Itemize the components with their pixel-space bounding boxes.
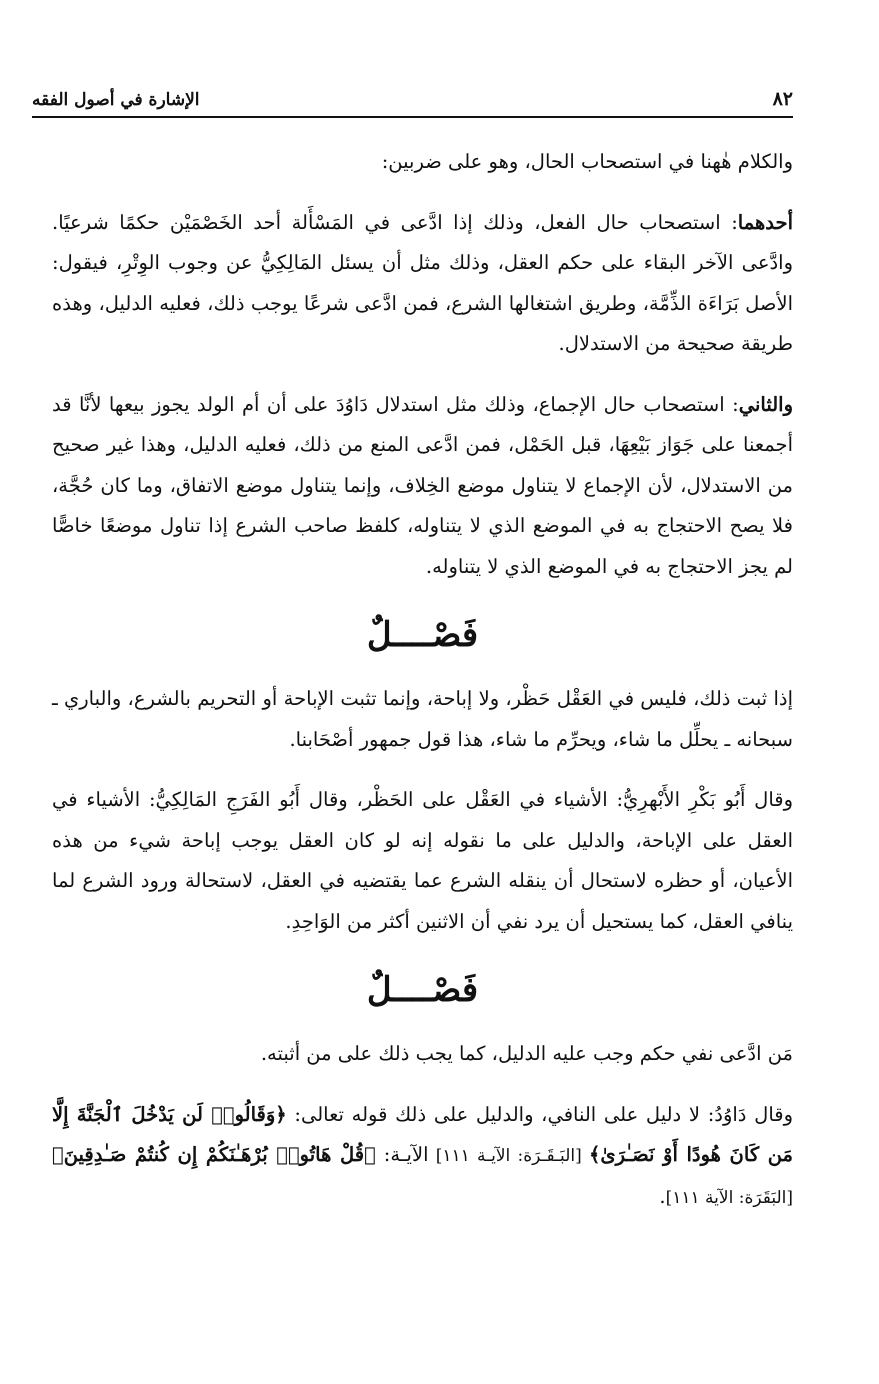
paragraph-claimant-of-negation: مَن ادَّعى نفي حكم وجب عليه الدليل، كما يجب ذلك على من أثبته. — [260, 1042, 793, 1065]
intro-paragraph: والكلام هٰهنا في استصحاب الحال، وهو على ضربين: — [381, 150, 793, 173]
paragraph-text: : استصحاب حال الإجماع، وذلك مثل استدلال دَاوُدَ على أن أم الولد يجوز بيعها لأنَّا قد أجمعنا على جَوَاز بَيْعِهَا، قبل الحَمْل، فمن ادَّعى المنع من ذلك، فعليه الدليل، وهذا غير صحيح من الاستدلال، لأن الإجماع لا يتناول موضع الخِلاف، وإنما يتناول موضع الاتفاق، وما كان حُجَّة، فلا يصح الاحتجاج به في الموضع الذي لا يتناوله، كلفظ صاحب الشرع إذا تناول موضعًا خاصًّا لم يجز الاحتجاج به في الموضع الذي لا يتناوله. — [52, 392, 793, 578]
quran-verse: ﴿قُلْ هَاتُوا۟ بُرْهَـٰنَكُمْ إِن كُنتُمْ صَـٰدِقِينَ﴾ — [52, 1143, 376, 1166]
page-number: ٨٢ — [772, 88, 793, 110]
verse-reference: [البَقَرَة: الآية ١١١] — [665, 1187, 793, 1208]
section-heading: فَصْــــلٌ — [366, 970, 479, 1010]
page-body — [52, 142, 793, 1238]
paragraph-text: : استصحاب حال الفعل، وذلك إذا ادَّعى في المَسْأَلة أحد الخَصْمَيْن حكمًا شرعيًا. وادَّعى الآخر البقاء على حكم العقل، وذلك مثل أن يسئل المَالِكِيُّ عن وجوب الوِتْرِ، فيقول: الأصل بَرَاءَة الذِّمَّة، وطريق اشتغالها الشرع، فمن ادَّعى شرعًا يوجب ذلك، فعليه الدليل، وهذه طريقة صحيحة من الاستدلال. — [52, 210, 793, 355]
running-title: الإشارة في أصول الفقه — [32, 90, 200, 110]
paragraph-lead-word: أحدهما — [737, 210, 793, 234]
paragraph-first-kind — [52, 203, 793, 365]
paragraph-second-kind — [52, 385, 793, 588]
paragraph-text: الآيـة: — [375, 1143, 429, 1166]
verse-reference: [البَـقَـرَة: الآيـة ١١١] — [428, 1146, 589, 1166]
paragraph-text: وقال دَاوُدُ: لا دليل على النافي، والدليل على ذلك قوله تعالى: — [286, 1102, 793, 1126]
section-heading: فَصْــــلٌ — [366, 615, 479, 655]
page-header — [32, 88, 793, 118]
paragraph-text: . — [659, 1184, 666, 1208]
paragraph-lead-word: والثاني — [738, 392, 793, 416]
paragraph-no-ruling-by-reason: إذا ثبت ذلك، فليس في العَقْل حَظْر، ولا إباحة، وإنما تثبت الإباحة أو التحريم بالشرع، والباري ـ سبحانه ـ يحلِّل ما شاء، ويحرِّم ما شاء، هذا قول جمهور أصْحَابنا. — [52, 687, 793, 751]
paragraph-dawud-opinion — [52, 1095, 793, 1219]
paragraph-abhari-opinion: وقال أَبُو بَكْرِ الأَبْهرِيُّ: الأشياء في العَقْل على الحَظْر، وقال أَبُو الفَرَجِ المَالِكِيُّ: الأشياء في العقل على الإباحة، والدليل على ما نقوله إنه لو كان العقل يوجب إباحة شيء من هذه الأعيان، أو حظره لاستحال أن ينقله الشرع عما يقتضيه في العقل، لاستحالة ورود الشرع لما ينافي العقل، كما يستحيل أن يرد نفي أن الاثنين أكثر من الوَاحِدِ. — [52, 788, 793, 933]
quran-verse: ﴿وَقَالُوا۟ لَن يَدْخُلَ ٱلْجَنَّةَ إِلَّا مَن كَانَ هُودًا أَوْ نَصَـٰرَىٰ﴾ — [52, 1102, 794, 1166]
